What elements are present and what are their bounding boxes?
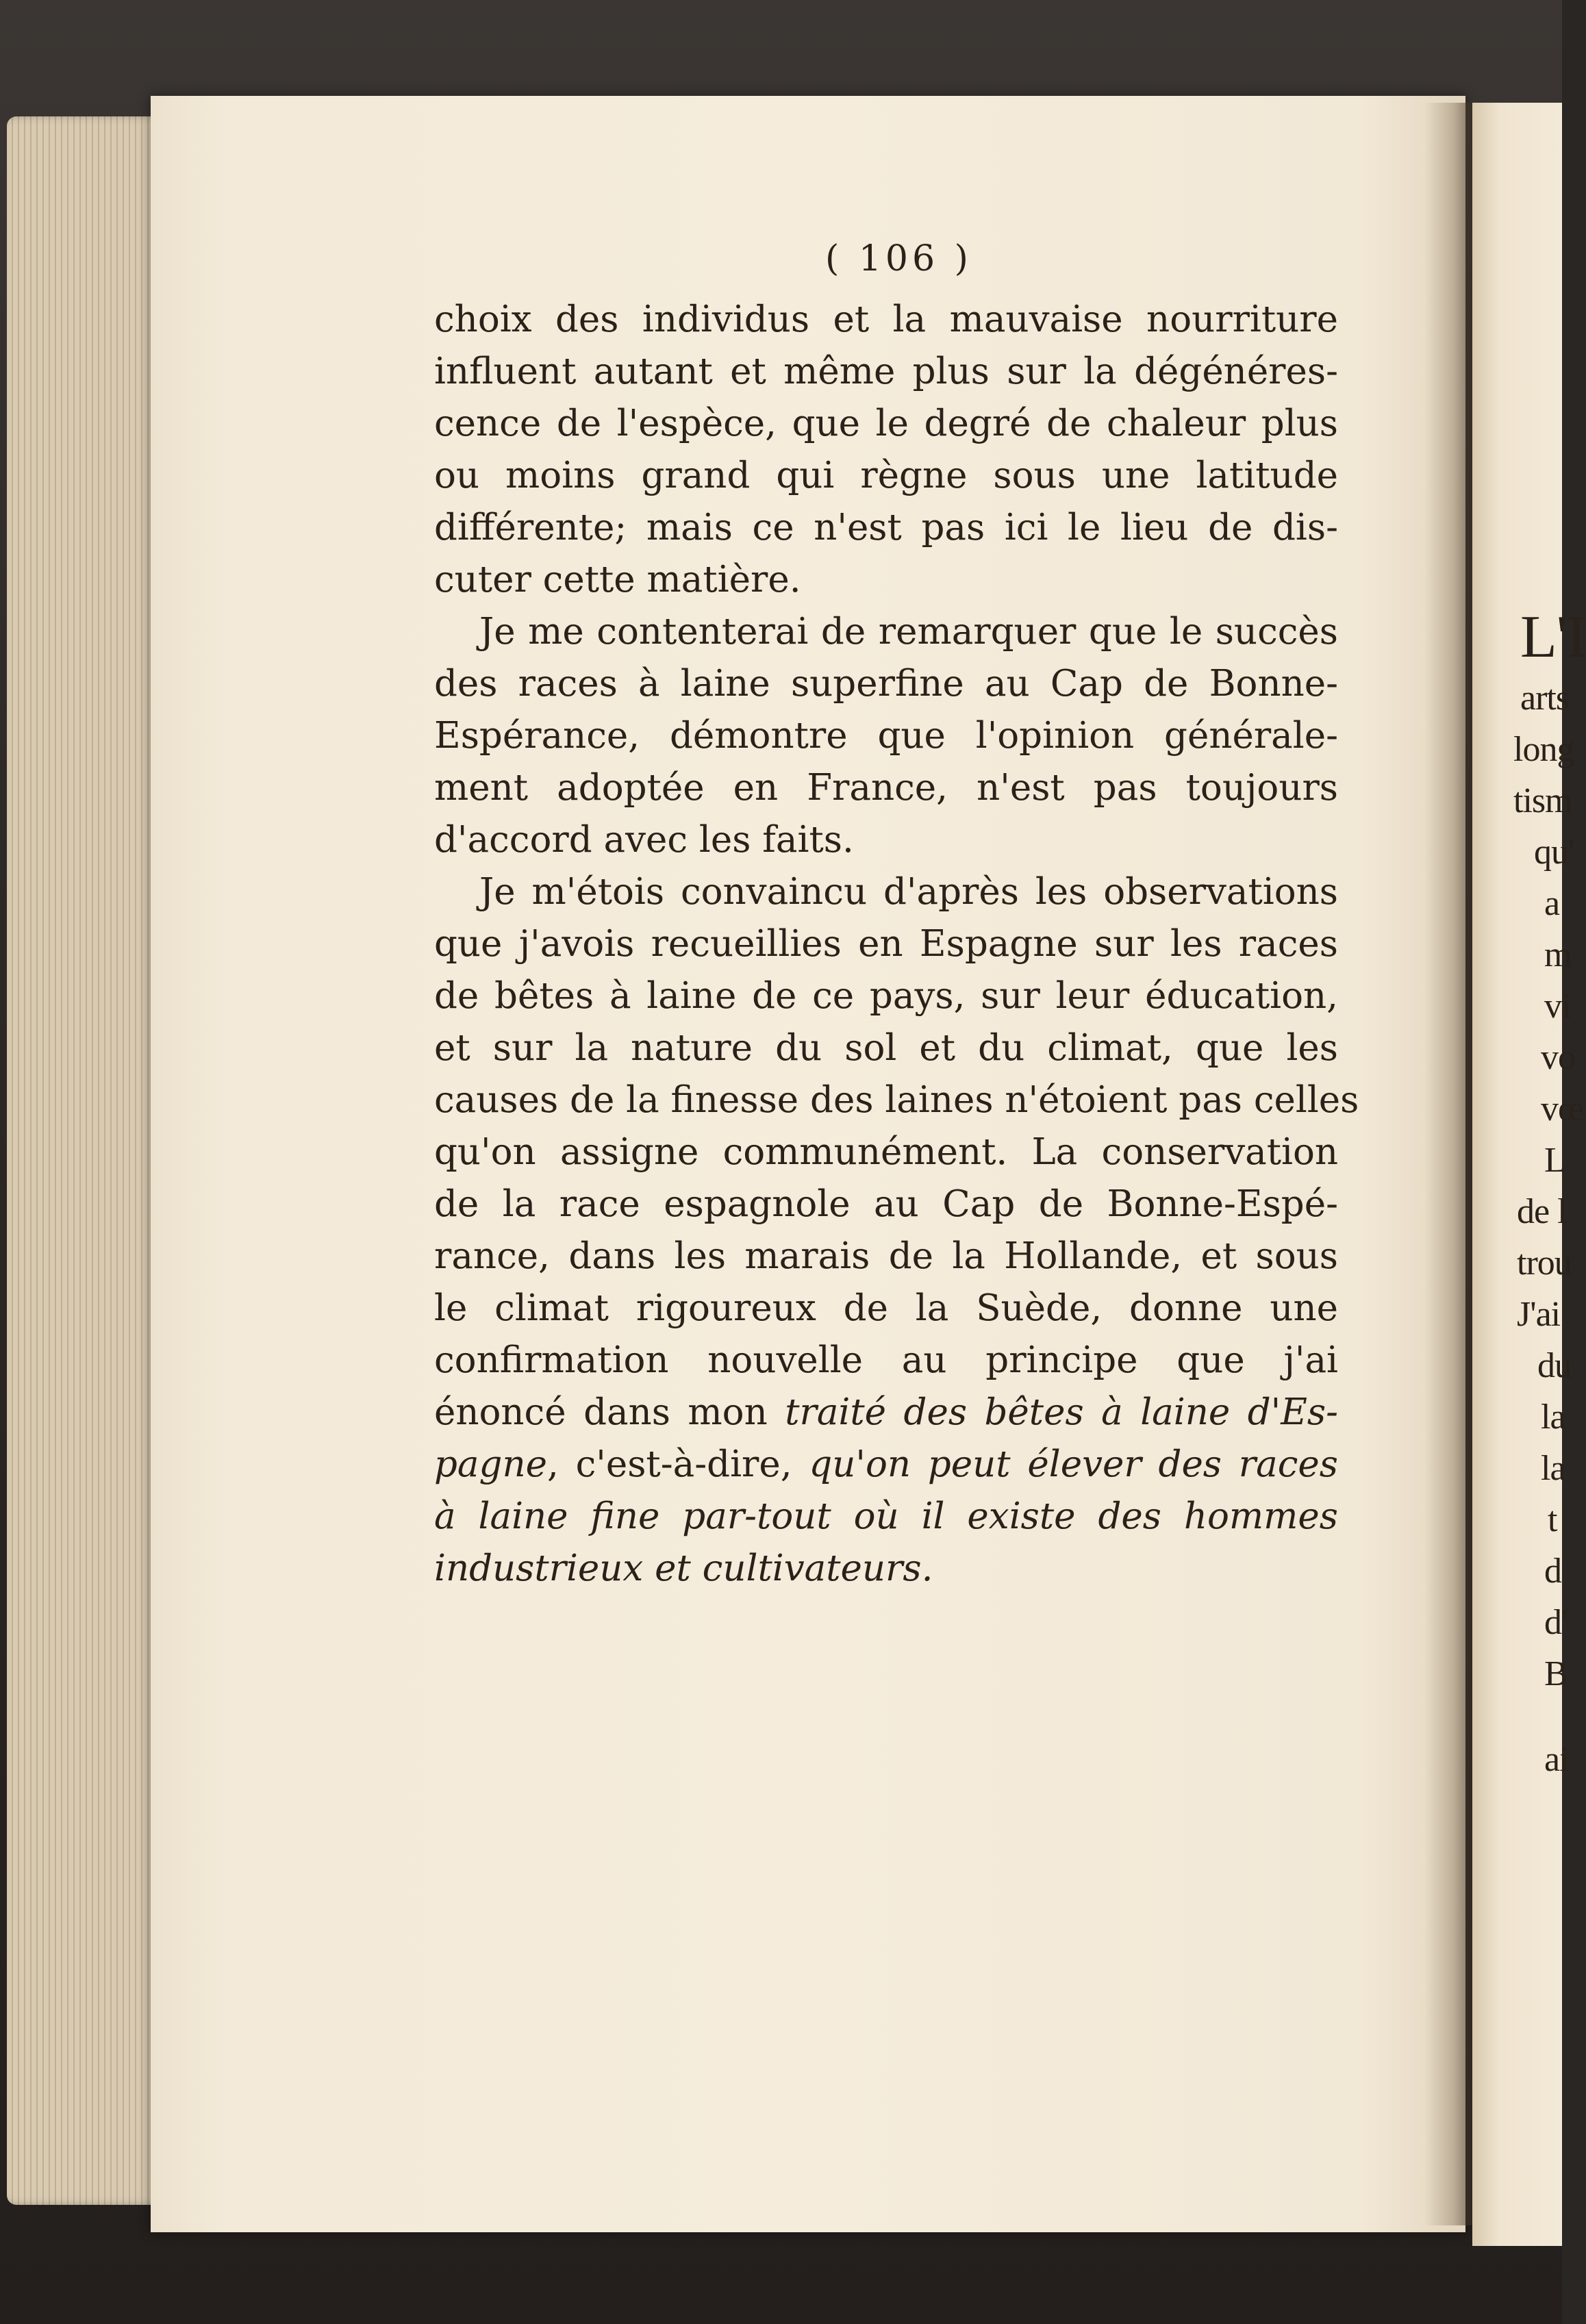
gutter-shadow (1424, 103, 1472, 2225)
text-line: ou moins grand qui règne sous une latitude (434, 455, 1338, 496)
facing-fragment: d (1544, 1552, 1561, 1591)
text-line: cence de l'espèce, que le degré de chaleur plus (434, 403, 1338, 444)
text-line (434, 1443, 1338, 1485)
facing-fragment: m (1544, 935, 1572, 974)
facing-fragment: vi (1544, 987, 1571, 1026)
text-line: des races à laine superfine au Cap de Bonne- (434, 663, 1338, 705)
text-italic: traité des bêtes à laine d'Es- (785, 1391, 1338, 1433)
text-line: confirmation nouvelle au principe que j'ai (434, 1339, 1338, 1381)
facing-fragment: long (1513, 730, 1574, 769)
text-line: choix des individus et la mauvaise nourriture (434, 299, 1338, 340)
text-line: d'accord avec les faits. (434, 819, 854, 861)
text-line: Espérance, démontre que l'opinion générale- (434, 715, 1338, 757)
facing-fragment: d' (1544, 1603, 1568, 1642)
facing-fragment: L'I (1520, 604, 1586, 670)
text-line: de bêtes à laine de ce pays, sur leur éducation, (434, 975, 1338, 1017)
facing-fragment: ai (1544, 1740, 1569, 1779)
facing-fragment: t (1548, 1500, 1557, 1539)
text-line (434, 1391, 1338, 1433)
facing-fragment: la (1541, 1449, 1565, 1488)
text-line: que j'avois recueillies en Espagne sur les races (434, 923, 1338, 965)
text-roman: énoncé dans mon (434, 1391, 785, 1433)
text-line: rance, dans les marais de la Hollande, et sous (434, 1235, 1338, 1277)
facing-fragment: a (1544, 884, 1560, 923)
facing-fragment: du (1537, 1346, 1572, 1385)
facing-fragment: qu' (1534, 833, 1574, 872)
facing-fragment: arts (1520, 679, 1570, 718)
text-line: industrieux et cultivateurs. (434, 1548, 933, 1589)
text-italic: qu'on peut élever des races (809, 1443, 1338, 1485)
text-line: causes de la finesse des laines n'étoient pas celles (434, 1079, 1359, 1121)
facing-page (1472, 103, 1586, 2246)
text-line: cuter cette matière. (434, 559, 801, 601)
facing-fragment: J'ai (1517, 1295, 1561, 1334)
text-line: Je me contenterai de remarquer que le succès (479, 611, 1338, 653)
text-line: influent autant et même plus sur la dégénéres- (434, 351, 1338, 392)
text-line: qu'on assigne communément. La conservation (434, 1131, 1338, 1173)
facing-fragment: tism (1513, 781, 1572, 820)
text-italic: pagne (434, 1443, 547, 1485)
text-line: de la race espagnole au Cap de Bonne-Espé- (434, 1183, 1338, 1225)
facing-fragment: B (1544, 1654, 1568, 1693)
text-line: à laine fine par-tout où il existe des hommes (434, 1495, 1338, 1537)
facing-fragment: trou (1517, 1243, 1572, 1283)
text-roman: , c'est-à-dire, (546, 1443, 809, 1485)
page-edges (7, 116, 171, 2205)
facing-fragment: L (1544, 1141, 1565, 1180)
facing-fragment: vo (1541, 1038, 1575, 1077)
facing-fragment: de l (1517, 1192, 1567, 1231)
text-line: Je m'étois convaincu d'après les observations (479, 871, 1338, 913)
text-line: différente; mais ce n'est pas ici le lieu de dis- (434, 507, 1338, 548)
text-line: ment adoptée en France, n'est pas toujours (434, 767, 1338, 809)
facing-fragment: vœ (1541, 1089, 1583, 1128)
page-number: ( 106 ) (825, 238, 972, 279)
facing-fragment: la (1541, 1398, 1565, 1437)
text-line: le climat rigoureux de la Suède, donne une (434, 1287, 1338, 1329)
text-line: et sur la nature du sol et du climat, que les (434, 1027, 1338, 1069)
